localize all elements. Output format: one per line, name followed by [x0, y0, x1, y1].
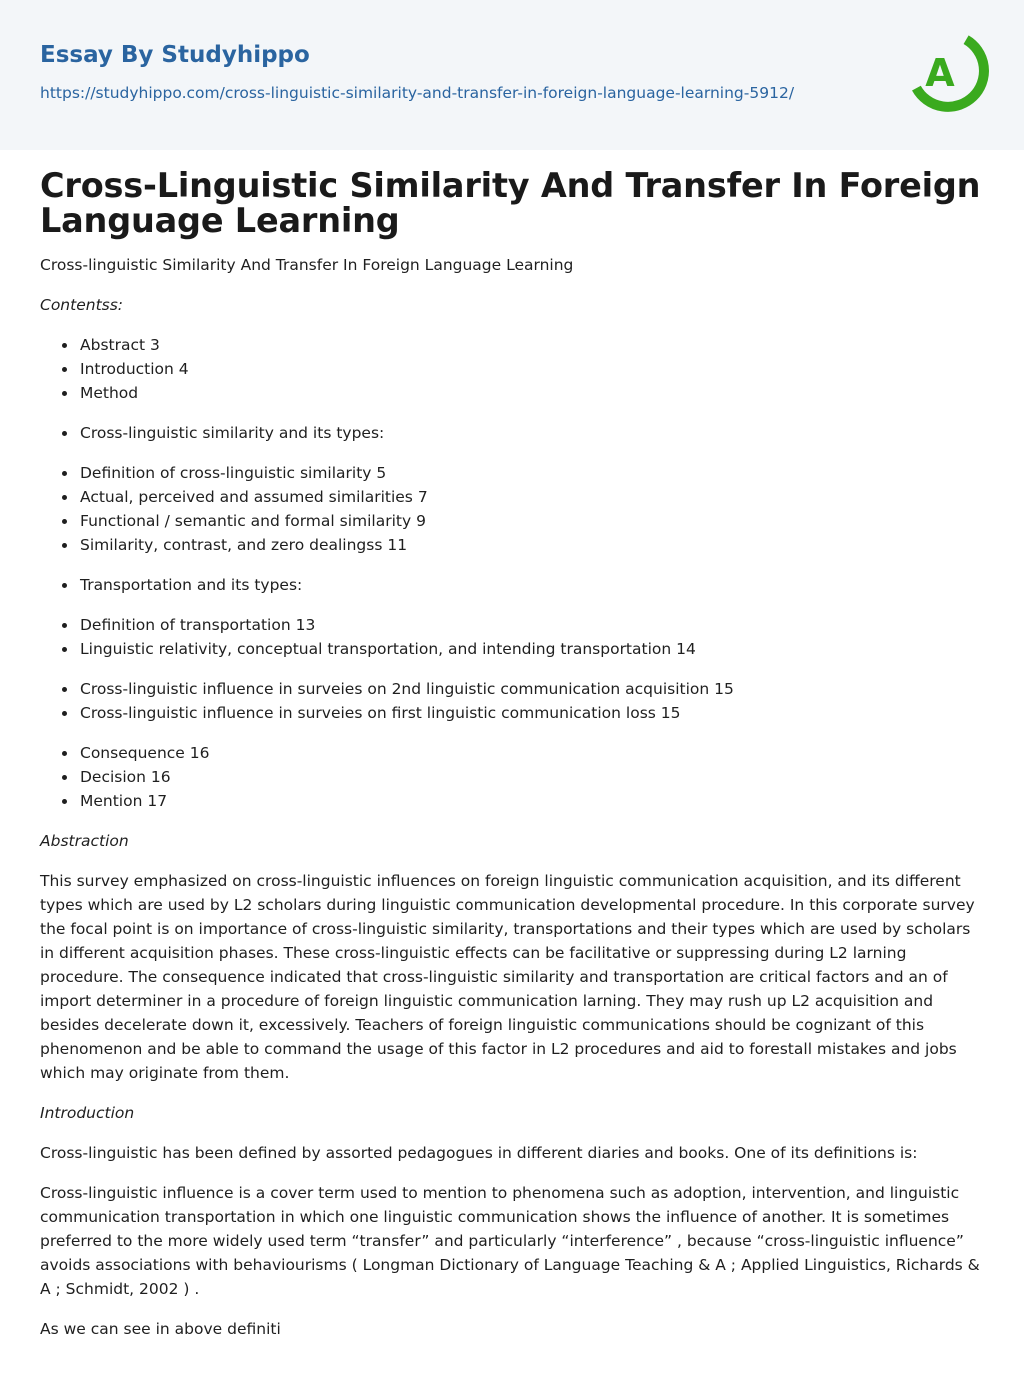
contents-list-item: Consequence 16 [40, 741, 984, 765]
table-of-contents [40, 333, 984, 813]
contents-list [40, 677, 984, 725]
article-subtitle: Cross-linguistic Similarity And Transfer In Foreign Language Learning [40, 256, 574, 274]
contents-list [40, 741, 984, 813]
contents-list-item: Definition of transportation 13 [40, 613, 984, 637]
introduction-paragraph-2: Cross-linguistic influence is a cover term used to mention to phenomena such as adoption, intervention, and linguistic communication transportation in which one linguistic communication shows the influence of another. It is sometimes preferred to the more widely used term “transfer” and particularly “interference” , because “cross-linguistic influence” avoids associations with behaviourisms ( Longman Dictionary of Language Teaching & A ; Applied Linguistics, Richards & A ; Schmidt, 2002 ) . [40, 1184, 980, 1298]
contents-list-item: Abstract 3 [40, 333, 984, 357]
contents-list-item: Cross-linguistic influence in surveies on 2nd linguistic communication acquisition 15 [40, 677, 984, 701]
contents-list-item: Linguistic relativity, conceptual transportation, and intending transportation 14 [40, 637, 984, 661]
contents-list-item: Definition of cross-linguistic similarity 5 [40, 461, 984, 485]
contents-list [40, 573, 984, 597]
studyhippo-logo-icon[interactable] [904, 28, 990, 116]
contents-list [40, 333, 984, 405]
contents-list-item: Similarity, contrast, and zero dealingss 11 [40, 533, 984, 557]
source-url-link[interactable]: https://studyhippo.com/cross-linguistic-similarity-and-transfer-in-foreign-language-learning-5912/ [40, 84, 795, 102]
site-header [0, 0, 1024, 150]
contents-list-item: Transportation and its types: [40, 573, 984, 597]
site-brand[interactable]: Essay By Studyhippo [40, 42, 310, 68]
logo-letter: A [925, 51, 955, 95]
contents-list [40, 461, 984, 557]
contents-list-item: Decision 16 [40, 765, 984, 789]
introduction-paragraph-1: Cross-linguistic has been defined by assorted pedagogues in different diaries and books. One of its definitions is: [40, 1144, 918, 1162]
contents-list-item: Cross-linguistic influence in surveies on first linguistic communication loss 15 [40, 701, 984, 725]
introduction-paragraph-3: As we can see in above definiti [40, 1320, 281, 1338]
contents-list-item: Cross-linguistic similarity and its types: [40, 421, 984, 445]
abstract-paragraph: This survey emphasized on cross-linguistic influences on foreign linguistic communication acquisition, and its different types which are used by L2 scholars during linguistic communication developmental procedure. In this corporate survey the focal point is on importance of cross-linguistic similarity, transportations and their types which are used by scholars in different acquisition phases. These cross-linguistic effects can be facilitative or suppressing during L2 larning procedure. The consequence indicated that cross-linguistic similarity and transportation are critical factors and an of import determiner in a procedure of foreign linguistic communication larning. They may rush up L2 acquisition and besides decelerate down it, excessively. Teachers of foreign linguistic communications should be cognizant of this phenomenon and be able to command the usage of this factor in L2 procedures and aid to forestall mistakes and jobs which may originate from them. [40, 872, 975, 1082]
contents-list-item: Mention 17 [40, 789, 984, 813]
introduction-heading: Introduction [40, 1104, 135, 1122]
contents-list [40, 421, 984, 445]
article-content [40, 168, 984, 1341]
contents-list [40, 613, 984, 661]
abstract-heading: Abstraction [40, 832, 129, 850]
contents-heading: Contentss: [40, 296, 124, 314]
article-title: Cross-Linguistic Similarity And Transfer In Foreign Language Learning [40, 166, 981, 240]
contents-list-item: Functional / semantic and formal similarity 9 [40, 509, 984, 533]
contents-list-item: Method [40, 381, 984, 405]
contents-list-item: Actual, perceived and assumed similarities 7 [40, 485, 984, 509]
contents-list-item: Introduction 4 [40, 357, 984, 381]
